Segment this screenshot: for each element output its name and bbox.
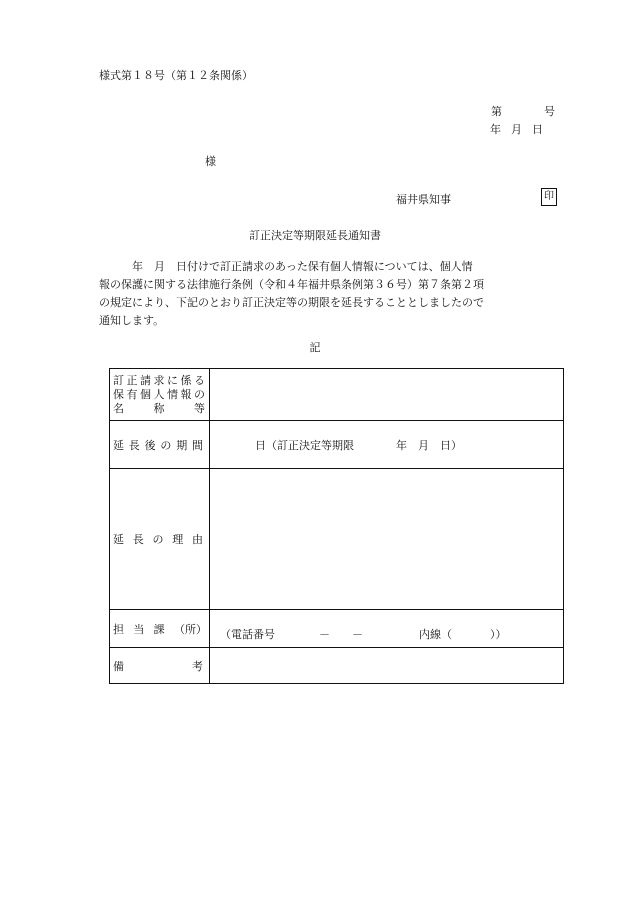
extension-close: ））	[490, 628, 507, 641]
extension-label: 内線（	[419, 628, 452, 641]
label-info-name-line3: 名 称 等	[113, 401, 205, 415]
value-reason[interactable]	[210, 469, 564, 610]
table-row-info-name	[110, 369, 564, 421]
seal-stamp: 印	[541, 188, 557, 206]
body-line-3: の規定により、下記のとおり訂正決定等の期限を延長することとしましたので	[99, 296, 484, 309]
label-extended-period: 延 長 後 の 期 間	[110, 421, 210, 469]
table-row-reason	[110, 469, 564, 610]
form-number: 様式第１８号（第１２条関係）	[99, 69, 253, 82]
body-line-2: 報の保護に関する法律施行条例（令和４年福井県条例第３６号）第７条第２項	[99, 278, 484, 291]
ki-heading: 記	[309, 341, 321, 354]
phone-dash-1: －	[319, 628, 330, 641]
body-paragraph	[99, 258, 565, 330]
label-reason: 延 長 の 理 由	[110, 469, 210, 610]
period-day-text: 日（訂正決定等期限	[255, 438, 354, 452]
phone-dash-2: －	[352, 628, 363, 641]
table-row-remarks	[110, 648, 564, 684]
detail-table	[109, 368, 564, 684]
document-title: 訂正決定等期限延長通知書	[249, 229, 381, 242]
value-remarks[interactable]	[210, 648, 564, 684]
phone-label: （電話番号	[220, 628, 275, 641]
label-info-name-line1: 訂 正 請 求 に 係 る	[113, 373, 205, 387]
value-info-name[interactable]	[210, 369, 564, 421]
addressee-honorific: 様	[205, 155, 216, 168]
document-number-suffix: 号	[544, 105, 555, 118]
label-department: 担 当 課 （所）	[110, 610, 210, 648]
table-row-extended-period	[110, 421, 564, 469]
label-info-name-line2: 保 有 個 人 情 報 の	[113, 387, 205, 401]
document-number-label: 第	[491, 105, 502, 118]
issue-date: 年月日	[490, 123, 553, 136]
table-row-department	[110, 610, 564, 648]
value-department[interactable]	[210, 610, 564, 648]
period-deadline-date: 年 月 日）	[396, 438, 462, 452]
value-extended-period[interactable]	[210, 421, 564, 469]
label-remarks: 備 考	[110, 648, 210, 684]
issuer-name: 福井県知事	[396, 193, 451, 206]
label-info-name	[110, 369, 210, 421]
body-line-1: 年 月 日付けで訂正請求のあった保有個人情報については、個人情	[99, 260, 473, 273]
body-line-4: 通知します。	[99, 314, 165, 327]
